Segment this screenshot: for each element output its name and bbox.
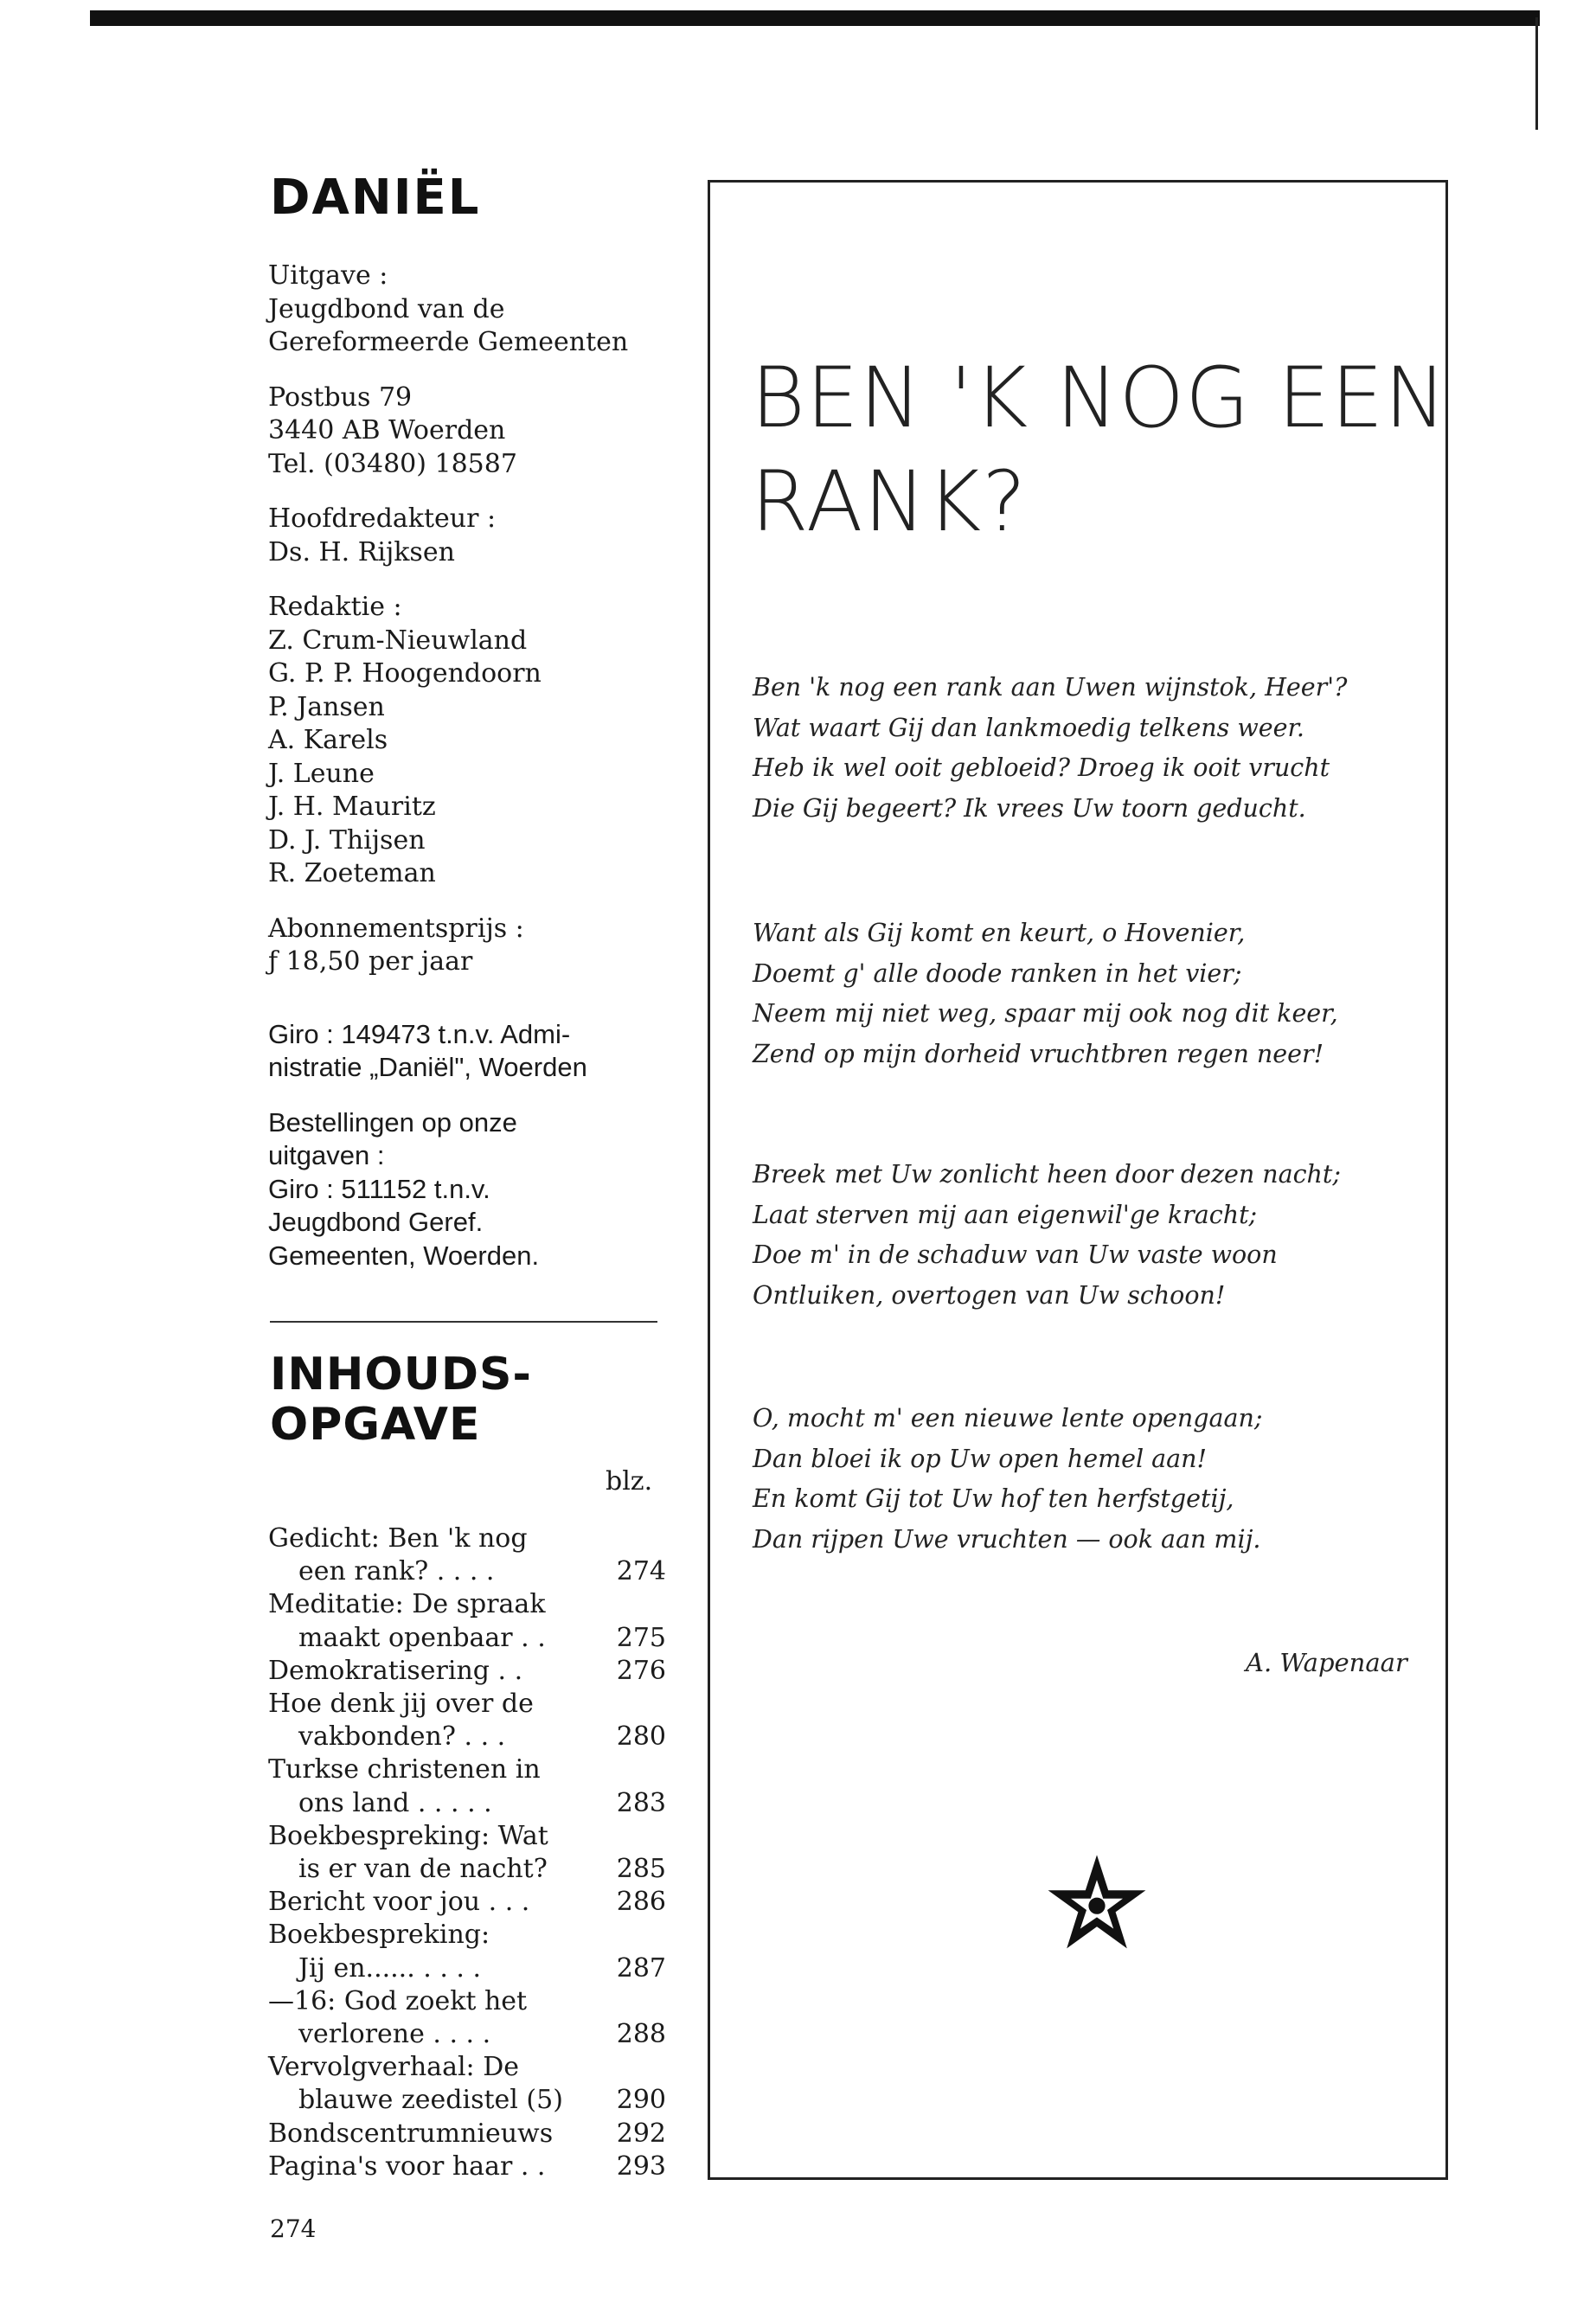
toc-row [268, 2084, 666, 2117]
toc-row [268, 2150, 666, 2183]
top-rule [90, 10, 1540, 26]
giro-line: Giro : 149473 t.n.v. Admi- [268, 1018, 571, 1049]
poem-stanza [753, 913, 1436, 1074]
toc-row [268, 1622, 666, 1655]
toc-entry-title: is er van de nacht? [298, 1854, 548, 1885]
toc-entry-title: vakbonden? . . . [298, 1721, 506, 1753]
toc-entry-title: Boekbespreking: Wat [268, 1820, 548, 1851]
colophon-line: Jeugdbond van de [268, 293, 505, 324]
poem-line: Laat sterven mij aan eigenwil'ge kracht; [753, 1200, 1258, 1229]
colophon-publisher [268, 260, 666, 360]
colophon-line: D. J. Thijsen [268, 824, 426, 856]
orders-line: Gemeenten, Woerden. [268, 1240, 540, 1271]
toc-entry-page: 293 [616, 2150, 666, 2182]
colophon-line: Abonnementsprijs : [268, 913, 524, 944]
colophon-line: J. Leune [268, 758, 375, 789]
toc-row [268, 1985, 666, 2018]
toc-row [268, 1853, 666, 1886]
poem-line: Wat waart Gij dan lankmoedig telkens weer. [753, 713, 1304, 742]
toc-row [268, 1820, 666, 1853]
poem-title-line: BEN 'K NOG EEN [751, 349, 1448, 446]
colophon-subscription [268, 913, 666, 979]
toc-row [268, 1655, 666, 1688]
poem-line: O, mocht m' een nieuwe lente opengaan; [753, 1404, 1263, 1433]
colophon-line: ƒ 18,50 per jaar [268, 946, 473, 977]
toc-entry-title: Boekbespreking: [268, 1920, 490, 1951]
toc-row [268, 1522, 666, 1555]
toc-heading [270, 1349, 532, 1450]
colophon-line: 3440 AB Woerden [268, 415, 506, 445]
toc-entry-title: maakt openbaar . . [298, 1622, 546, 1653]
right-edge-rule [1535, 17, 1538, 130]
poem-line: Doe m' in de schaduw van Uw vaste woon [753, 1240, 1278, 1269]
poem-stanza [753, 1399, 1436, 1560]
colophon-line: Ds. H. Rijksen [268, 536, 455, 567]
colophon-line: A. Karels [268, 725, 388, 755]
poem-line: Neem mij niet weg, spaar mij ook nog dit keer, [753, 999, 1338, 1028]
toc-entry-title: Vervolgverhaal: De [268, 2052, 519, 2083]
toc-entry-title: Jij en...... . . . . [298, 1952, 482, 1984]
poem-line: Zend op mijn dorheid vruchtbren regen neer! [753, 1039, 1324, 1068]
star-ornament-icon [1045, 1853, 1149, 1957]
toc-entry-title: ons land . . . . . [298, 1787, 492, 1818]
toc-entry-page: 283 [616, 1787, 666, 1818]
toc-entry-title: Gedicht: Ben 'k nog [268, 1523, 528, 1554]
colophon-line: Postbus 79 [268, 381, 413, 413]
section-divider [270, 1321, 657, 1323]
colophon [268, 260, 666, 1294]
colophon-line: Uitgave : [268, 260, 388, 291]
toc-entry-title: Bericht voor jou . . . [268, 1887, 530, 1918]
poem-title [751, 346, 1447, 554]
toc-entry-page: 280 [616, 1721, 666, 1753]
toc-entry-title: een rank? . . . . [298, 1556, 495, 1587]
orders-line: Giro : 511152 t.n.v. [268, 1173, 490, 1204]
toc-entry-title: Bondscentrumnieuws [268, 2118, 554, 2149]
colophon-line: Tel. (03480) 18587 [268, 448, 517, 479]
toc-entry-page: 287 [616, 1952, 666, 1984]
poem-line: Ben 'k nog een rank aan Uwen wijnstok, Heer'? [753, 673, 1348, 702]
toc-entry-page: 288 [616, 2019, 666, 2050]
toc-entry-title: Demokratisering . . [268, 1655, 523, 1686]
toc-row [268, 1721, 666, 1753]
table-of-contents [268, 1522, 666, 2183]
toc-entry-page: 275 [616, 1622, 666, 1653]
poem-author: A. Wapenaar [1246, 1648, 1407, 1677]
poem-line: Want als Gij komt en keurt, o Hovenier, [753, 919, 1246, 947]
toc-entry-page: 292 [616, 2118, 666, 2149]
colophon-line: Z. Crum-Nieuwland [268, 625, 528, 656]
toc-heading-line: OPGAVE [270, 1399, 481, 1451]
colophon-line: P. Jansen [268, 691, 385, 722]
giro-line: nistratie „Daniël", Woerden [268, 1052, 587, 1082]
colophon-line: J. H. Mauritz [268, 792, 436, 822]
colophon-line: G. P. P. Hoogendoorn [268, 658, 542, 689]
toc-entry-page: 276 [616, 1655, 666, 1686]
colophon-line: Redaktie : [268, 592, 402, 622]
toc-entry-page: 285 [616, 1854, 666, 1885]
toc-row [268, 2118, 666, 2150]
toc-entry-page: 290 [616, 2085, 666, 2116]
toc-entry-title: verlorene . . . . [298, 2019, 491, 2050]
poem-line: Dan bloei ik op Uw open hemel aan! [753, 1444, 1207, 1473]
toc-entry-title: —16: God zoekt het [268, 1985, 528, 2016]
toc-row [268, 1952, 666, 1985]
toc-entry-title: Pagina's voor haar . . [268, 2150, 546, 2182]
poem-line: Ontluiken, overtogen van Uw schoon! [753, 1280, 1226, 1310]
colophon-line: Hoofdredakteur : [268, 503, 497, 534]
poem-stanza [753, 668, 1436, 829]
colophon-line: Gereformeerde Gemeenten [268, 327, 629, 357]
orders-line: uitgaven : [268, 1140, 385, 1170]
orders-line: Bestellingen op onze [268, 1106, 517, 1138]
colophon-orders [268, 1106, 666, 1273]
colophon-address [268, 381, 666, 482]
toc-row [268, 1753, 666, 1786]
orders-line: Jeugdbond Geref. [268, 1207, 484, 1237]
toc-row [268, 1919, 666, 1952]
toc-entry-title: blauwe zeedistel (5) [298, 2085, 563, 2116]
toc-entry-title: Meditatie: De spraak [268, 1589, 546, 1620]
toc-row [268, 1787, 666, 1820]
colophon-giro [268, 1018, 666, 1085]
toc-entry-title: Turkse christenen in [268, 1754, 541, 1785]
toc-row [268, 2051, 666, 2084]
poem-line: En komt Gij tot Uw hof ten herfstgetij, [753, 1484, 1234, 1513]
poem-stanza [753, 1155, 1436, 1316]
poem-title-line: RANK? [751, 453, 1028, 550]
toc-row [268, 1688, 666, 1721]
poem-line: Breek met Uw zonlicht heen door dezen nacht; [753, 1160, 1341, 1189]
toc-entry-page: 286 [616, 1887, 666, 1918]
poem-line: Die Gij begeert? Ik vrees Uw toorn geducht. [753, 793, 1306, 823]
colophon-editor-in-chief [268, 503, 666, 569]
toc-row [268, 1886, 666, 1919]
page-number: 274 [270, 2214, 317, 2243]
poem-line: Doemt g' alle doode ranken in het vier; [753, 958, 1242, 988]
toc-page-column-label: blz. [606, 1466, 653, 1497]
poem-line: Heb ik wel ooit gebloeid? Droeg ik ooit vrucht [753, 753, 1330, 782]
poem-line: Dan rijpen Uwe vruchten — ook aan mij. [753, 1524, 1261, 1554]
toc-row [268, 2018, 666, 2051]
toc-entry-page: 274 [616, 1556, 666, 1587]
toc-heading-line: INHOUDS- [270, 1349, 533, 1400]
toc-row [268, 1555, 666, 1588]
toc-entry-title: Hoe denk jij over de [268, 1689, 534, 1720]
colophon-line: R. Zoeteman [268, 858, 436, 888]
masthead-title: DANIËL [270, 170, 481, 226]
toc-row [268, 1588, 666, 1621]
colophon-editors [268, 591, 666, 891]
